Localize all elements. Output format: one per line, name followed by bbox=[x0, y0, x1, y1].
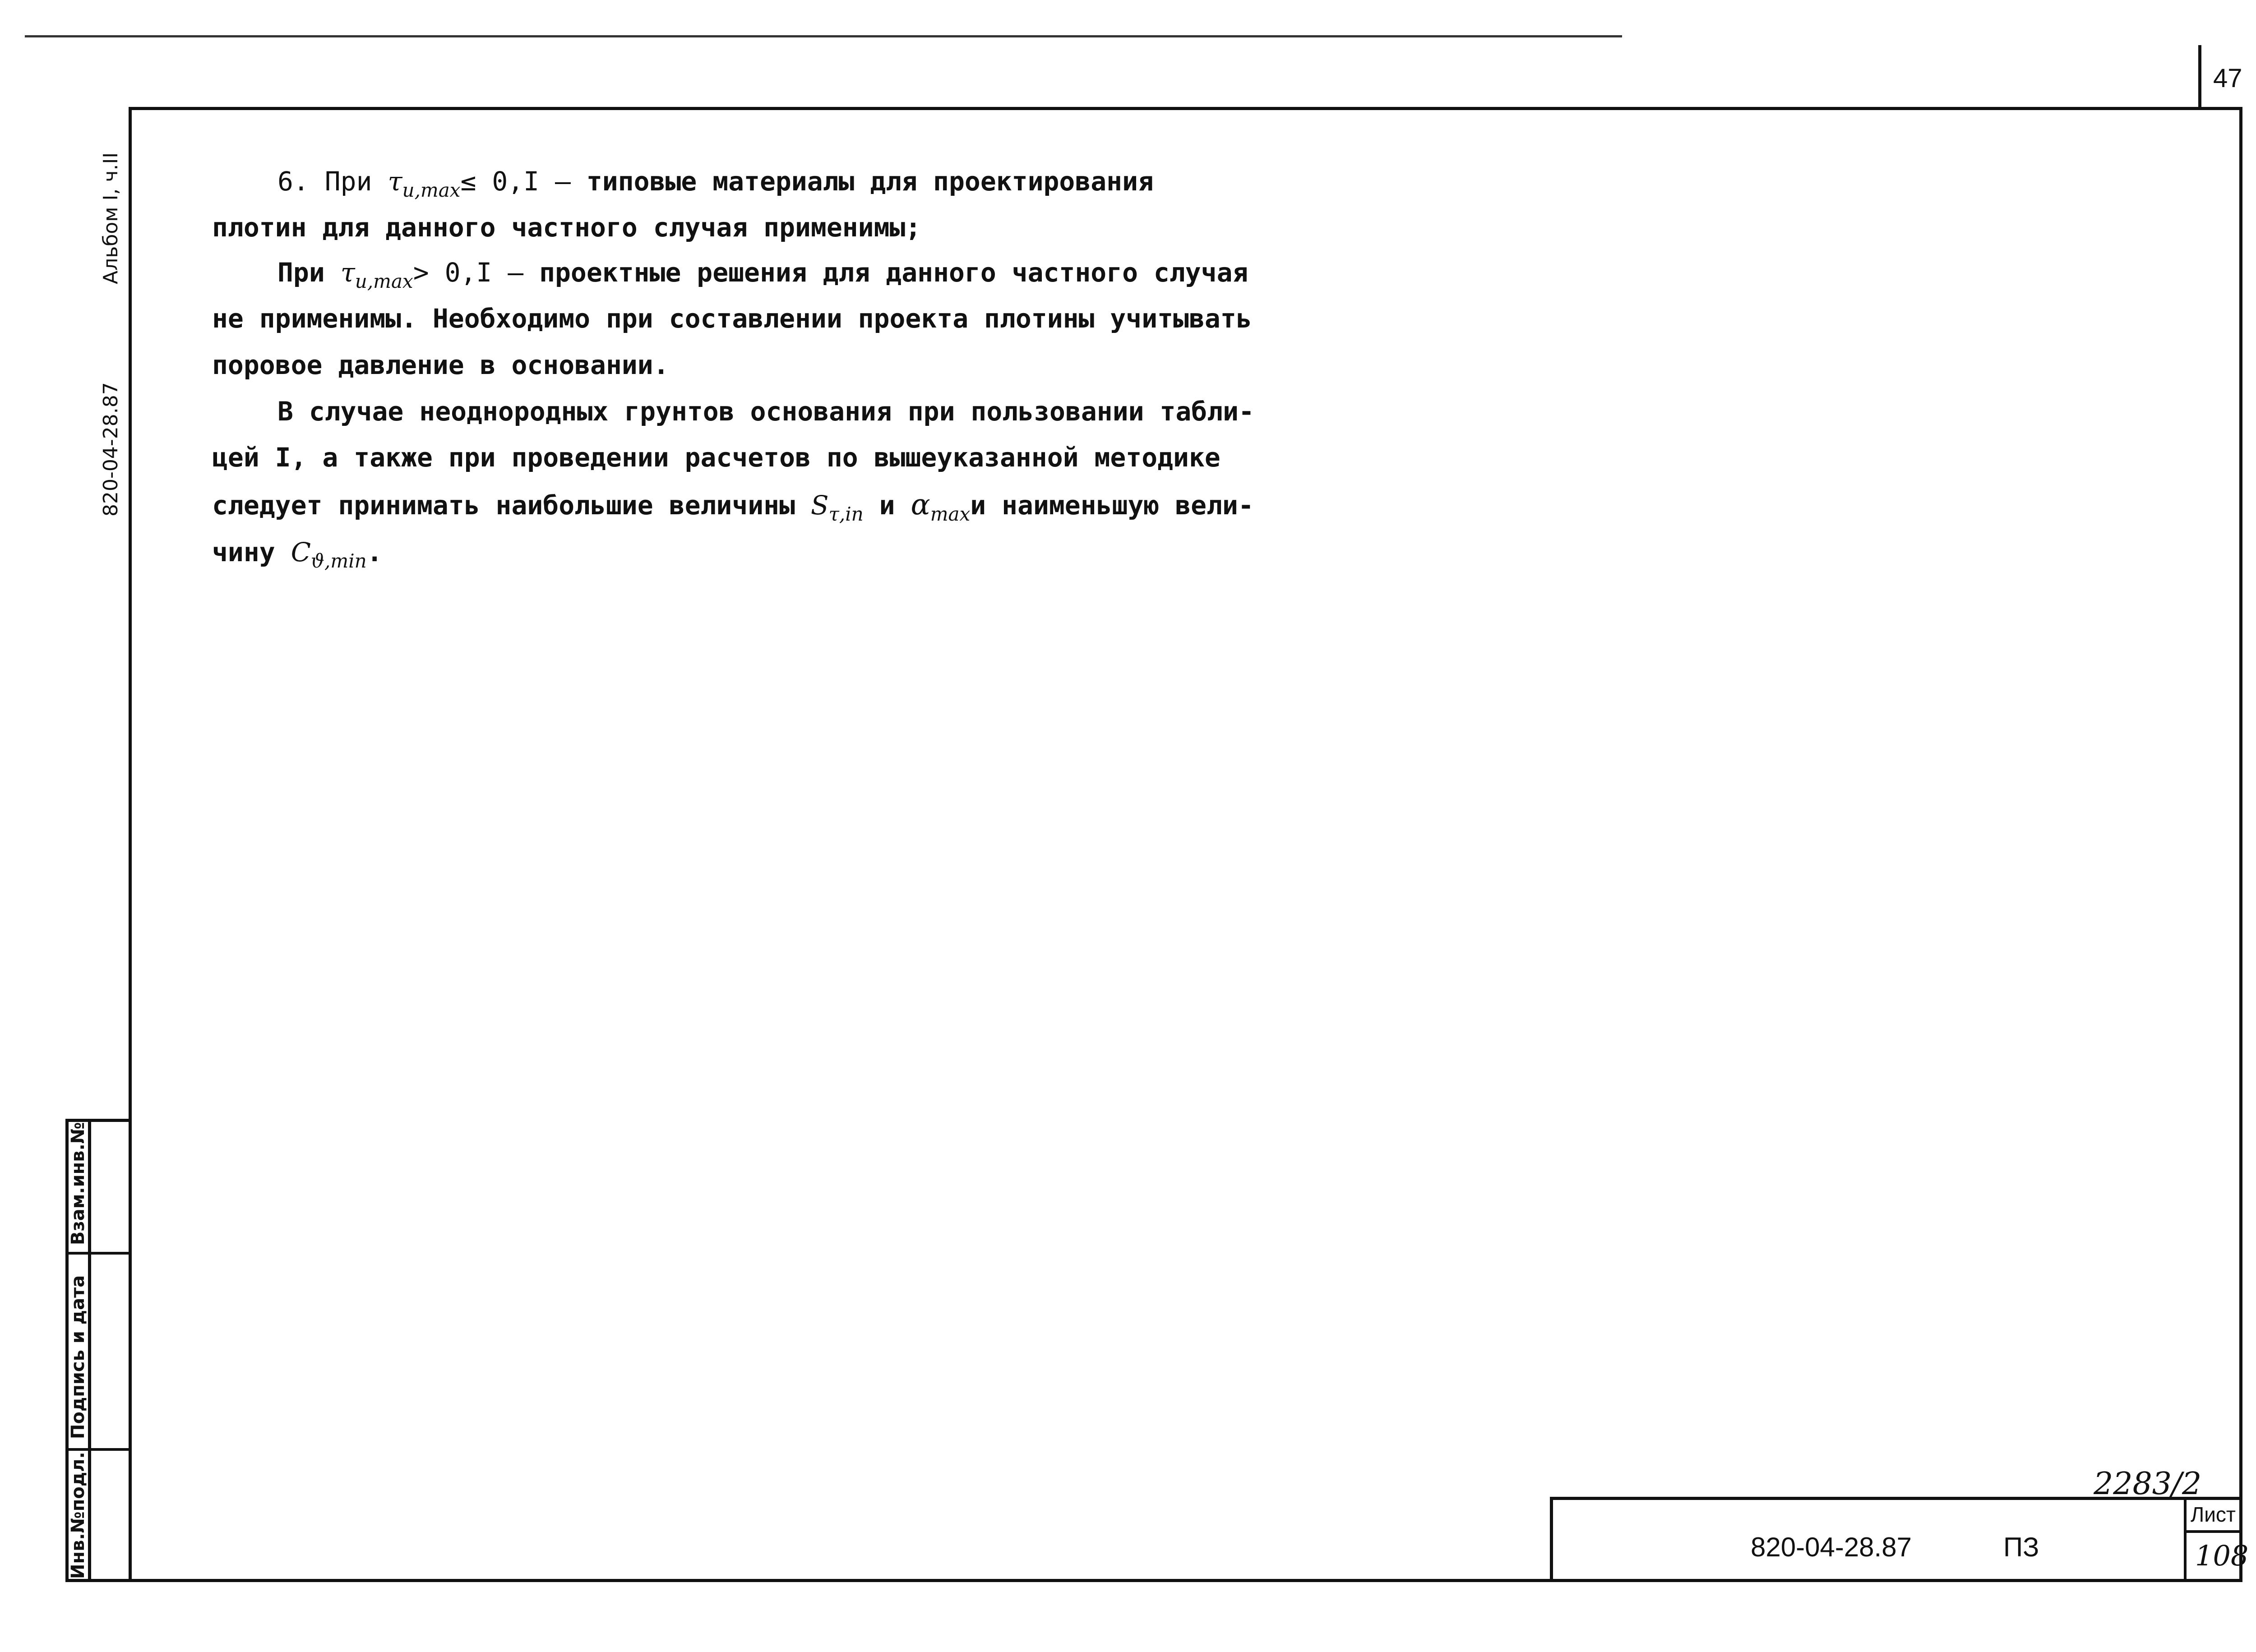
stamp-divider bbox=[88, 1119, 91, 1582]
paragraph-8-line-3: следует принимать наибольшие величины $S_{\tau,in}$ и $\alpha_{max}и$ наименьшую вели- bbox=[212, 488, 1254, 525]
stamp-row-divider bbox=[65, 1252, 132, 1255]
stamp-vzam: Взам.инв.№ bbox=[68, 1122, 88, 1245]
title-block-code: 820-04-28.87 bbox=[1751, 1532, 1912, 1562]
paragraph-8-line-4: чину $C_{ϑ,min}$. bbox=[212, 537, 383, 572]
page-number: 47 bbox=[2213, 64, 2242, 93]
title-block-section: ПЗ bbox=[2003, 1532, 2039, 1562]
handwritten-number: 2283/2 bbox=[2094, 1466, 2202, 1502]
margin-doc-code: 820-04-28.87 bbox=[99, 382, 122, 517]
paragraph-7-line-2: не применимы. Необходимо при составлении проекта плотины учитывать bbox=[212, 303, 1252, 334]
top-scan-rule bbox=[25, 35, 1622, 37]
stamp-podpis: Подпись и дата bbox=[68, 1275, 88, 1439]
paragraph-8-line-1: В случае неоднородных грунтов основания при пользовании табли- bbox=[277, 396, 1254, 427]
sheet-cell-divider bbox=[2184, 1530, 2242, 1533]
stamp-inv-podl: Инв.№подл. bbox=[68, 1452, 88, 1579]
album-label: Альбом I, ч.II bbox=[99, 152, 122, 284]
sheet-number: 108 bbox=[2195, 1539, 2249, 1572]
paragraph-7-line-3: поровое давление в основании. bbox=[212, 350, 669, 380]
paragraph-7-line-1: При $\tau_{u,max}> 0,I$ – проектные решения для данного частного случая bbox=[277, 257, 1248, 292]
sheet-label: Лист bbox=[2191, 1503, 2236, 1526]
paragraph-8-line-2: цей I, а также при проведении расчетов по вышеуказанной методике bbox=[212, 442, 1220, 473]
stamp-row-divider bbox=[65, 1448, 132, 1451]
paragraph-6-line-2: плотин для данного частного случая применимы; bbox=[212, 212, 921, 243]
paragraph-6-line-1: 6. При $\tau_{u,max}\le 0,I$ – типовые материалы для проектирования bbox=[277, 166, 1154, 201]
